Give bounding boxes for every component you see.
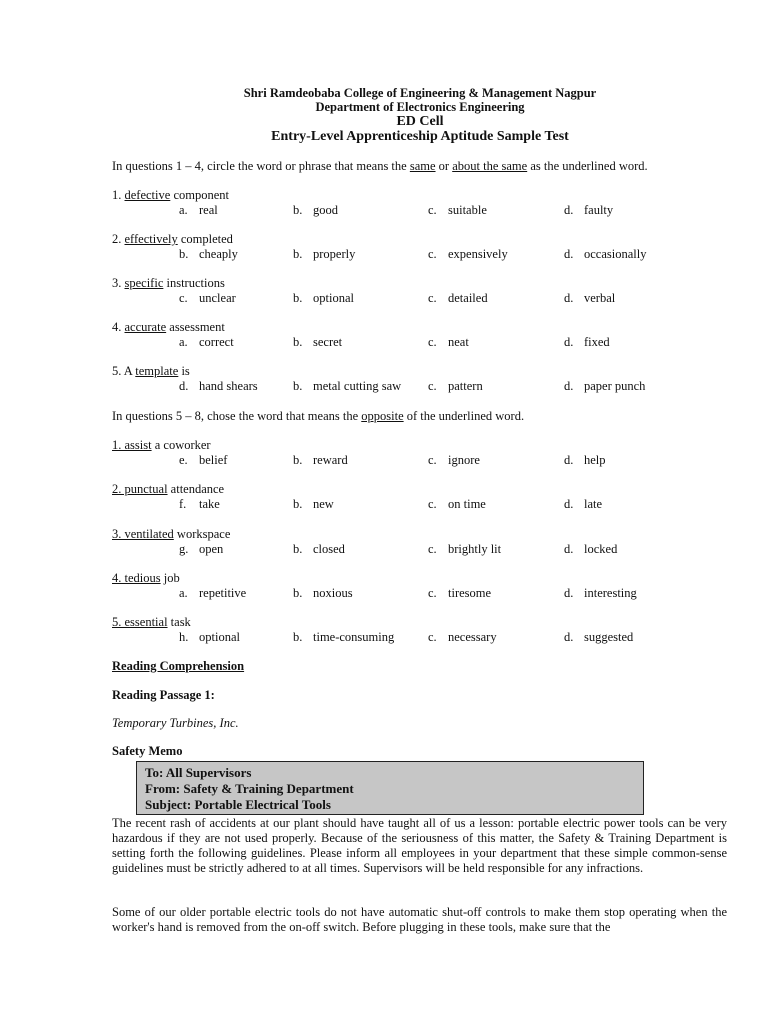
answer-option[interactable] — [179, 247, 238, 262]
option-letter: d. — [564, 453, 574, 467]
option-text: correct — [199, 335, 234, 349]
option-text: closed — [313, 542, 345, 556]
option-text: faulty — [584, 203, 614, 217]
question-number: 3. — [112, 276, 125, 290]
college-name: Shri Ramdeobaba College of Engineering & Management Nagpur — [243, 86, 597, 100]
question-rest: a coworker — [151, 438, 211, 452]
question-rest: assessment — [166, 320, 225, 334]
option-text: verbal — [584, 291, 616, 305]
option-letter: d. — [564, 497, 574, 511]
option-letter: d. — [564, 542, 574, 556]
option-letter: d. — [564, 630, 574, 644]
question-rest: workspace — [173, 527, 231, 541]
option-letter: a. — [179, 586, 188, 600]
option-letter: c. — [428, 630, 437, 644]
option-letter: c. — [428, 291, 437, 305]
option-letter: a. — [179, 335, 188, 349]
option-letter: c. — [428, 497, 437, 511]
option-letter: b. — [293, 630, 303, 644]
option-text: occasionally — [584, 247, 647, 261]
answer-option[interactable] — [179, 542, 223, 557]
option-letter: b. — [179, 247, 189, 261]
answer-option[interactable] — [293, 453, 348, 468]
option-text: fixed — [584, 335, 610, 349]
answer-option[interactable] — [564, 497, 602, 512]
memo-paragraph-2: Some of our older portable electric tools do not have automatic shut-off controls to make them stop operating when the worker's hand is removed from the on-off switch. Before plugging in these tools, make sure that the — [112, 905, 727, 934]
memo-paragraph-1: The recent rash of accidents at our plant should have taught all of us a lesson: portable electric power tools can be very hazardous if they are not used properly. Because of the seriousness of this matter, the Safety & Training Department is setting forth the following guidelines. Please inform all employees in your department that these simple common-sense guidelines must be strictly adhered to at all times. Supervisors will be held responsible for any infractions. — [112, 816, 727, 875]
option-text: ignore — [448, 453, 480, 467]
option-letter: b. — [293, 335, 303, 349]
option-text: properly — [313, 247, 356, 261]
question-stem — [112, 438, 211, 453]
cell-name: ED Cell — [396, 114, 444, 129]
option-text: detailed — [448, 291, 488, 305]
option-text: noxious — [313, 586, 353, 600]
underlined-word: specific — [124, 276, 164, 290]
question-number: 2. — [112, 232, 125, 246]
answer-option[interactable] — [428, 247, 508, 262]
option-text: hand shears — [199, 379, 258, 393]
option-letter: b. — [293, 291, 303, 305]
question-stem — [112, 482, 224, 497]
option-text: secret — [313, 335, 343, 349]
answer-option[interactable] — [293, 291, 354, 306]
answer-option[interactable] — [293, 379, 401, 394]
option-text: belief — [199, 453, 228, 467]
option-text: interesting — [584, 586, 637, 600]
department-name: Department of Electronics Engineering — [315, 100, 525, 114]
option-letter: b. — [293, 542, 303, 556]
option-letter: c. — [428, 586, 437, 600]
answer-option[interactable] — [428, 379, 483, 394]
underlined-word: defective — [124, 188, 171, 202]
underlined-word: 3. ventilated — [112, 527, 174, 541]
answer-option[interactable] — [179, 453, 227, 468]
option-letter: e. — [179, 453, 188, 467]
memo-label: Safety Memo — [112, 744, 183, 758]
option-text: time-consuming — [313, 630, 395, 644]
underlined-word: 1. assist — [112, 438, 152, 452]
answer-option[interactable] — [293, 497, 334, 512]
underlined-word: 4. tedious — [112, 571, 161, 585]
option-letter: d. — [564, 335, 574, 349]
option-letter: c. — [428, 542, 437, 556]
question-rest: job — [160, 571, 180, 585]
question-rest: completed — [177, 232, 233, 246]
option-letter: d. — [179, 379, 189, 393]
question-stem — [112, 615, 191, 630]
option-text: on time — [448, 497, 486, 511]
answer-option[interactable] — [179, 203, 218, 218]
answer-option[interactable] — [179, 497, 220, 512]
option-letter: c. — [428, 203, 437, 217]
memo-to: To: All Supervisors — [145, 765, 252, 780]
underlined-word: 5. essential — [112, 615, 168, 629]
option-letter: a. — [179, 203, 188, 217]
option-text: suggested — [584, 630, 634, 644]
question-number: 1. — [112, 188, 125, 202]
option-letter: c. — [428, 247, 437, 261]
question-rest: instructions — [163, 276, 225, 290]
option-text: real — [199, 203, 218, 217]
option-letter: c. — [428, 335, 437, 349]
test-title: Entry-Level Apprenticeship Aptitude Sample Test — [271, 129, 569, 144]
question-stem — [112, 188, 229, 203]
option-letter: b. — [293, 586, 303, 600]
answer-option[interactable] — [428, 291, 488, 306]
underlined-word: 2. punctual — [112, 482, 168, 496]
option-text: new — [313, 497, 334, 511]
answer-option[interactable] — [428, 335, 469, 350]
answer-option[interactable] — [564, 247, 646, 262]
answer-option[interactable] — [428, 453, 480, 468]
option-text: brightly lit — [448, 542, 502, 556]
option-letter: c. — [428, 379, 437, 393]
answer-option[interactable] — [293, 586, 353, 601]
answer-option[interactable] — [428, 203, 487, 218]
option-letter: b. — [293, 203, 303, 217]
option-text: tiresome — [448, 586, 492, 600]
question-stem — [112, 320, 225, 335]
option-letter: d. — [564, 586, 574, 600]
answer-option[interactable] — [293, 247, 355, 262]
question-stem — [112, 232, 233, 247]
option-text: suitable — [448, 203, 487, 217]
option-letter: d. — [564, 203, 574, 217]
underlined-word: effectively — [124, 232, 178, 246]
option-text: optional — [199, 630, 240, 644]
question-stem — [112, 364, 190, 379]
underlined-word: template — [135, 364, 179, 378]
option-letter: d. — [564, 291, 574, 305]
option-letter: c. — [428, 453, 437, 467]
answer-option[interactable] — [428, 630, 497, 645]
answer-option[interactable] — [564, 542, 617, 557]
answer-option[interactable] — [428, 497, 486, 512]
answer-option[interactable] — [179, 335, 234, 350]
option-letter: f. — [179, 497, 187, 511]
answer-option[interactable] — [293, 542, 345, 557]
question-rest: is — [178, 364, 190, 378]
company-name: Temporary Turbines, Inc. — [112, 716, 239, 730]
passage-title: Reading Passage 1: — [112, 688, 215, 702]
option-letter: b. — [293, 497, 303, 511]
question-stem — [112, 527, 230, 542]
reading-heading: Reading Comprehension — [112, 659, 245, 673]
section1-instructions: In questions 1 – 4, circle the word or phrase that means the same or about the same as the underlined word. — [112, 159, 648, 173]
answer-option[interactable] — [564, 586, 637, 601]
question-number: 4. — [112, 320, 125, 334]
option-text: late — [584, 497, 603, 511]
option-text: reward — [313, 453, 348, 467]
option-text: optional — [313, 291, 354, 305]
answer-option[interactable] — [564, 291, 615, 306]
option-text: expensively — [448, 247, 508, 261]
answer-option[interactable] — [564, 630, 633, 645]
option-text: locked — [584, 542, 618, 556]
question-rest: component — [170, 188, 229, 202]
memo-from: From: Safety & Training Department — [145, 781, 354, 796]
option-text: necessary — [448, 630, 497, 644]
answer-option[interactable] — [293, 630, 394, 645]
option-letter: b. — [293, 379, 303, 393]
option-letter: d. — [564, 379, 574, 393]
answer-option[interactable] — [293, 203, 338, 218]
question-rest: task — [167, 615, 191, 629]
option-text: help — [584, 453, 606, 467]
option-letter: b. — [293, 247, 303, 261]
underlined-word: accurate — [124, 320, 167, 334]
answer-option[interactable] — [428, 586, 491, 601]
option-text: cheaply — [199, 247, 238, 261]
answer-option[interactable] — [428, 542, 501, 557]
option-letter: h. — [179, 630, 189, 644]
question-stem — [112, 571, 180, 586]
answer-option[interactable] — [293, 335, 342, 350]
answer-option[interactable] — [564, 453, 606, 468]
answer-option[interactable] — [564, 335, 610, 350]
option-text: metal cutting saw — [313, 379, 402, 393]
answer-option[interactable] — [179, 291, 236, 306]
option-letter: b. — [293, 453, 303, 467]
option-letter: g. — [179, 542, 189, 556]
option-text: unclear — [199, 291, 236, 305]
option-letter: c. — [179, 291, 188, 305]
option-letter: d. — [564, 247, 574, 261]
option-text: good — [313, 203, 338, 217]
option-text: neat — [448, 335, 469, 349]
answer-option[interactable] — [564, 379, 645, 394]
answer-option[interactable] — [179, 379, 258, 394]
option-text: paper punch — [584, 379, 646, 393]
section2-instructions: In questions 5 – 8, chose the word that means the opposite of the underlined word. — [112, 409, 525, 423]
question-rest: attendance — [167, 482, 225, 496]
question-stem — [112, 276, 225, 291]
option-text: open — [199, 542, 224, 556]
answer-option[interactable] — [179, 586, 246, 601]
answer-option[interactable] — [179, 630, 240, 645]
memo-subject: Subject: Portable Electrical Tools — [145, 797, 331, 812]
option-text: take — [199, 497, 220, 511]
option-text: pattern — [448, 379, 483, 393]
option-text: repetitive — [199, 586, 247, 600]
question-number: 5. A — [112, 364, 136, 378]
answer-option[interactable] — [564, 203, 613, 218]
